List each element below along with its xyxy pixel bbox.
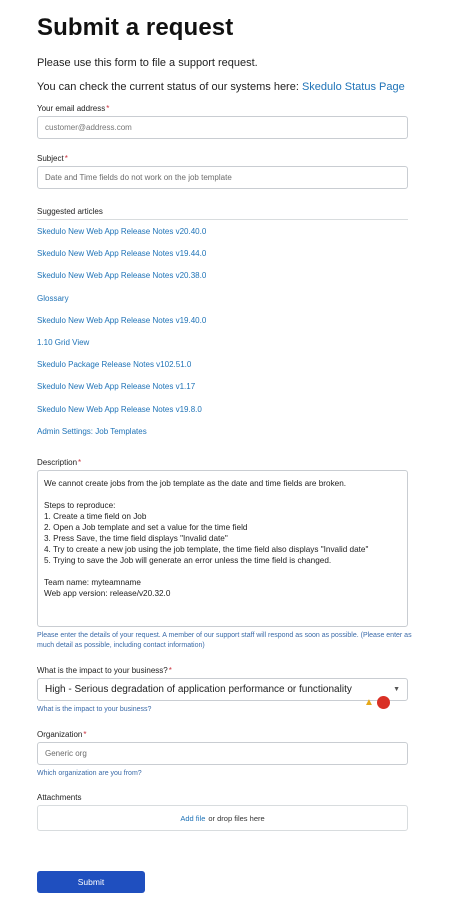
attachment-dropzone[interactable] <box>37 805 408 831</box>
suggested-article-link[interactable]: Skedulo New Web App Release Notes v19.40.0 <box>37 316 207 325</box>
description-label <box>37 458 81 467</box>
required-marker: * <box>106 104 110 113</box>
subject-label-text: Subject <box>37 154 64 163</box>
organization-field[interactable] <box>37 742 408 765</box>
email-label-text: Your email address <box>37 104 106 113</box>
description-line: Team name: myteamname <box>44 578 141 587</box>
suggested-article-link[interactable]: Admin Settings: Job Templates <box>37 427 147 436</box>
impact-select[interactable] <box>37 678 408 701</box>
description-line <box>44 566 401 577</box>
email-field[interactable] <box>37 116 408 139</box>
divider <box>37 219 408 220</box>
suggested-articles-heading: Suggested articles <box>37 207 103 216</box>
subject-value: Date and Time fields do not work on the job template <box>45 173 232 182</box>
description-line: 2. Open a Job template and set a value for the time field <box>44 523 248 532</box>
description-line: 1. Create a time field on Job <box>44 512 147 521</box>
required-marker: * <box>64 154 68 163</box>
required-marker: * <box>168 666 172 675</box>
description-line: 5. Trying to save the Job will generate an error unless the time field is changed. <box>44 556 332 565</box>
notification-badge-icon <box>377 696 390 709</box>
suggested-article-link[interactable]: Glossary <box>37 294 69 303</box>
suggested-article-link[interactable]: Skedulo Package Release Notes v102.51.0 <box>37 360 192 369</box>
impact-hint: What is the impact to your business? <box>37 706 152 713</box>
chevron-down-icon: ▼ <box>393 686 400 693</box>
organization-label-text: Organization <box>37 730 83 739</box>
notification-icon: ▲ <box>364 697 374 708</box>
impact-label <box>37 666 172 675</box>
organization-value: Generic org <box>45 749 87 758</box>
organization-label <box>37 730 86 739</box>
status-page-link[interactable]: Skedulo Status Page <box>301 81 405 93</box>
required-marker: * <box>78 458 82 467</box>
description-label-text: Description <box>37 458 78 467</box>
email-label <box>37 104 109 113</box>
subject-label <box>37 154 68 163</box>
page-title: Submit a request <box>37 14 234 41</box>
required-marker: * <box>83 730 87 739</box>
suggested-article-link[interactable]: Skedulo New Web App Release Notes v20.38.0 <box>37 271 207 280</box>
description-line: Steps to reproduce: <box>44 501 116 510</box>
subject-field[interactable] <box>37 166 408 189</box>
description-hint: Please enter the details of your request. A member of our support staff will respond as soon as possible. (Please enter as <box>37 632 412 639</box>
suggested-article-link[interactable]: Skedulo New Web App Release Notes v19.8.0 <box>37 405 202 414</box>
suggested-article-link[interactable]: Skedulo New Web App Release Notes v19.44.0 <box>37 249 207 258</box>
suggested-article-link[interactable]: Skedulo New Web App Release Notes v1.17 <box>37 382 196 391</box>
suggested-article-link[interactable]: Skedulo New Web App Release Notes v20.40.0 <box>37 227 207 236</box>
suggested-article-link[interactable]: 1.10 Grid View <box>37 338 90 347</box>
status-intro-text: You can check the current status of our systems here: <box>37 81 299 93</box>
impact-label-text: What is the impact to your business? <box>37 666 168 675</box>
description-textarea[interactable] <box>37 470 408 627</box>
description-line: 3. Press Save, the time field displays "Invalid date" <box>44 534 228 543</box>
description-line: 4. Try to create a new job using the job template, the time field also displays "Invalid date" <box>44 545 369 554</box>
description-line: We cannot create jobs from the job template as the date and time fields are broken. <box>44 479 347 488</box>
impact-selected-value: High - Serious degradation of application performance or functionality <box>45 684 352 695</box>
organization-hint: Which organization are you from? <box>37 770 142 777</box>
submit-button[interactable]: Submit <box>37 871 145 893</box>
description-line <box>44 489 401 500</box>
description-hint-continued: much detail as possible, including contact information) <box>37 642 205 649</box>
description-line: Web app version: release/v20.32.0 <box>44 589 171 598</box>
attachments-label: Attachments <box>37 793 82 802</box>
add-file-link[interactable]: Add file <box>180 813 206 823</box>
intro-text: Please use this form to file a support request. <box>37 57 258 69</box>
drop-files-text: or drop files here <box>208 813 265 823</box>
email-placeholder: customer@address.com <box>45 123 132 132</box>
status-intro <box>37 81 405 93</box>
overlay-widget[interactable] <box>364 696 390 709</box>
